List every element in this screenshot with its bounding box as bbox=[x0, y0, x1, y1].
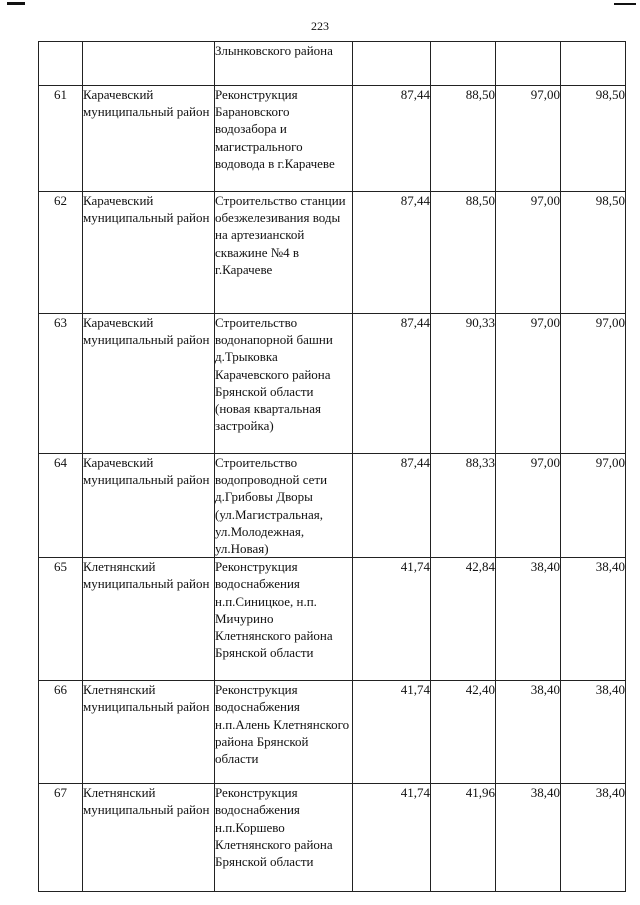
district-cell: Клетнянский муниципальный район bbox=[83, 681, 215, 784]
project-cell: Злынковского района bbox=[215, 42, 353, 86]
district-cell: Карачевский муниципальный район bbox=[83, 86, 215, 192]
value-cell: 38,40 bbox=[561, 681, 626, 784]
district-cell bbox=[83, 42, 215, 86]
district-cell: Клетнянский муниципальный район bbox=[83, 558, 215, 681]
value-cell: 97,00 bbox=[496, 314, 561, 454]
value-cell: 87,44 bbox=[353, 192, 431, 314]
row-number: 66 bbox=[39, 681, 83, 784]
page-number: 223 bbox=[311, 19, 329, 33]
district-cell: Карачевский муниципальный район bbox=[83, 314, 215, 454]
value-cell: 88,50 bbox=[431, 192, 496, 314]
projects-table bbox=[38, 41, 626, 892]
row-number: 62 bbox=[39, 192, 83, 314]
project-cell: Реконструкция водоснабжения н.п.Синицкое, н.п. Мичурино Клетнянского района Брянской области bbox=[215, 558, 353, 681]
value-cell: 38,40 bbox=[496, 784, 561, 892]
value-cell: 98,50 bbox=[561, 192, 626, 314]
row-number: 61 bbox=[39, 86, 83, 192]
row-number: 64 bbox=[39, 454, 83, 558]
value-cell: 90,33 bbox=[431, 314, 496, 454]
project-cell: Строительство водонапорной башни д.Трыковка Карачевского района Брянской области (новая квартальная застройка) bbox=[215, 314, 353, 454]
project-cell: Строительство водопроводной сети д.Грибовы Дворы (ул.Магистральная, ул.Молодежная, ул.Новая) bbox=[215, 454, 353, 558]
value-cell: 88,50 bbox=[431, 86, 496, 192]
project-cell: Реконструкция водоснабжения н.п.Алень Клетнянского района Брянской области bbox=[215, 681, 353, 784]
row-number: 65 bbox=[39, 558, 83, 681]
value-cell: 87,44 bbox=[353, 454, 431, 558]
value-cell: 87,44 bbox=[353, 86, 431, 192]
project-cell: Реконструкция водоснабжения н.п.Коршево Клетнянского района Брянской области bbox=[215, 784, 353, 892]
scan-mark-right bbox=[614, 3, 636, 5]
scan-mark-left bbox=[7, 2, 25, 5]
table-row bbox=[39, 681, 626, 784]
row-number: 63 bbox=[39, 314, 83, 454]
value-cell: 41,96 bbox=[431, 784, 496, 892]
row-number: 67 bbox=[39, 784, 83, 892]
value-cell: 88,33 bbox=[431, 454, 496, 558]
project-cell: Строительство станции обезжелезивания воды на артезианской скважине №4 в г.Карачеве bbox=[215, 192, 353, 314]
value-cell: 38,40 bbox=[496, 558, 561, 681]
value-cell: 41,74 bbox=[353, 558, 431, 681]
table-row bbox=[39, 86, 626, 192]
value-cell: 97,00 bbox=[496, 454, 561, 558]
district-cell: Карачевский муниципальный район bbox=[83, 454, 215, 558]
value-cell: 41,74 bbox=[353, 784, 431, 892]
value-cell: 97,00 bbox=[561, 314, 626, 454]
value-cell: 98,50 bbox=[561, 86, 626, 192]
num-cell bbox=[39, 42, 83, 86]
value-cell: 87,44 bbox=[353, 314, 431, 454]
value-cell bbox=[561, 42, 626, 86]
value-cell: 38,40 bbox=[561, 784, 626, 892]
table-row-continued bbox=[39, 42, 626, 86]
value-cell bbox=[431, 42, 496, 86]
value-cell: 38,40 bbox=[561, 558, 626, 681]
value-cell: 97,00 bbox=[496, 192, 561, 314]
table-row bbox=[39, 314, 626, 454]
project-cell: Реконструкция Барановского водозабора и магистрального водовода в г.Карачеве bbox=[215, 86, 353, 192]
value-cell: 42,40 bbox=[431, 681, 496, 784]
table-row bbox=[39, 192, 626, 314]
value-cell: 97,00 bbox=[561, 454, 626, 558]
value-cell: 42,84 bbox=[431, 558, 496, 681]
value-cell bbox=[353, 42, 431, 86]
table-row bbox=[39, 454, 626, 558]
table-row bbox=[39, 784, 626, 892]
value-cell: 41,74 bbox=[353, 681, 431, 784]
value-cell: 38,40 bbox=[496, 681, 561, 784]
table-row bbox=[39, 558, 626, 681]
value-cell: 97,00 bbox=[496, 86, 561, 192]
district-cell: Карачевский муниципальный район bbox=[83, 192, 215, 314]
district-cell: Клетнянский муниципальный район bbox=[83, 784, 215, 892]
value-cell bbox=[496, 42, 561, 86]
